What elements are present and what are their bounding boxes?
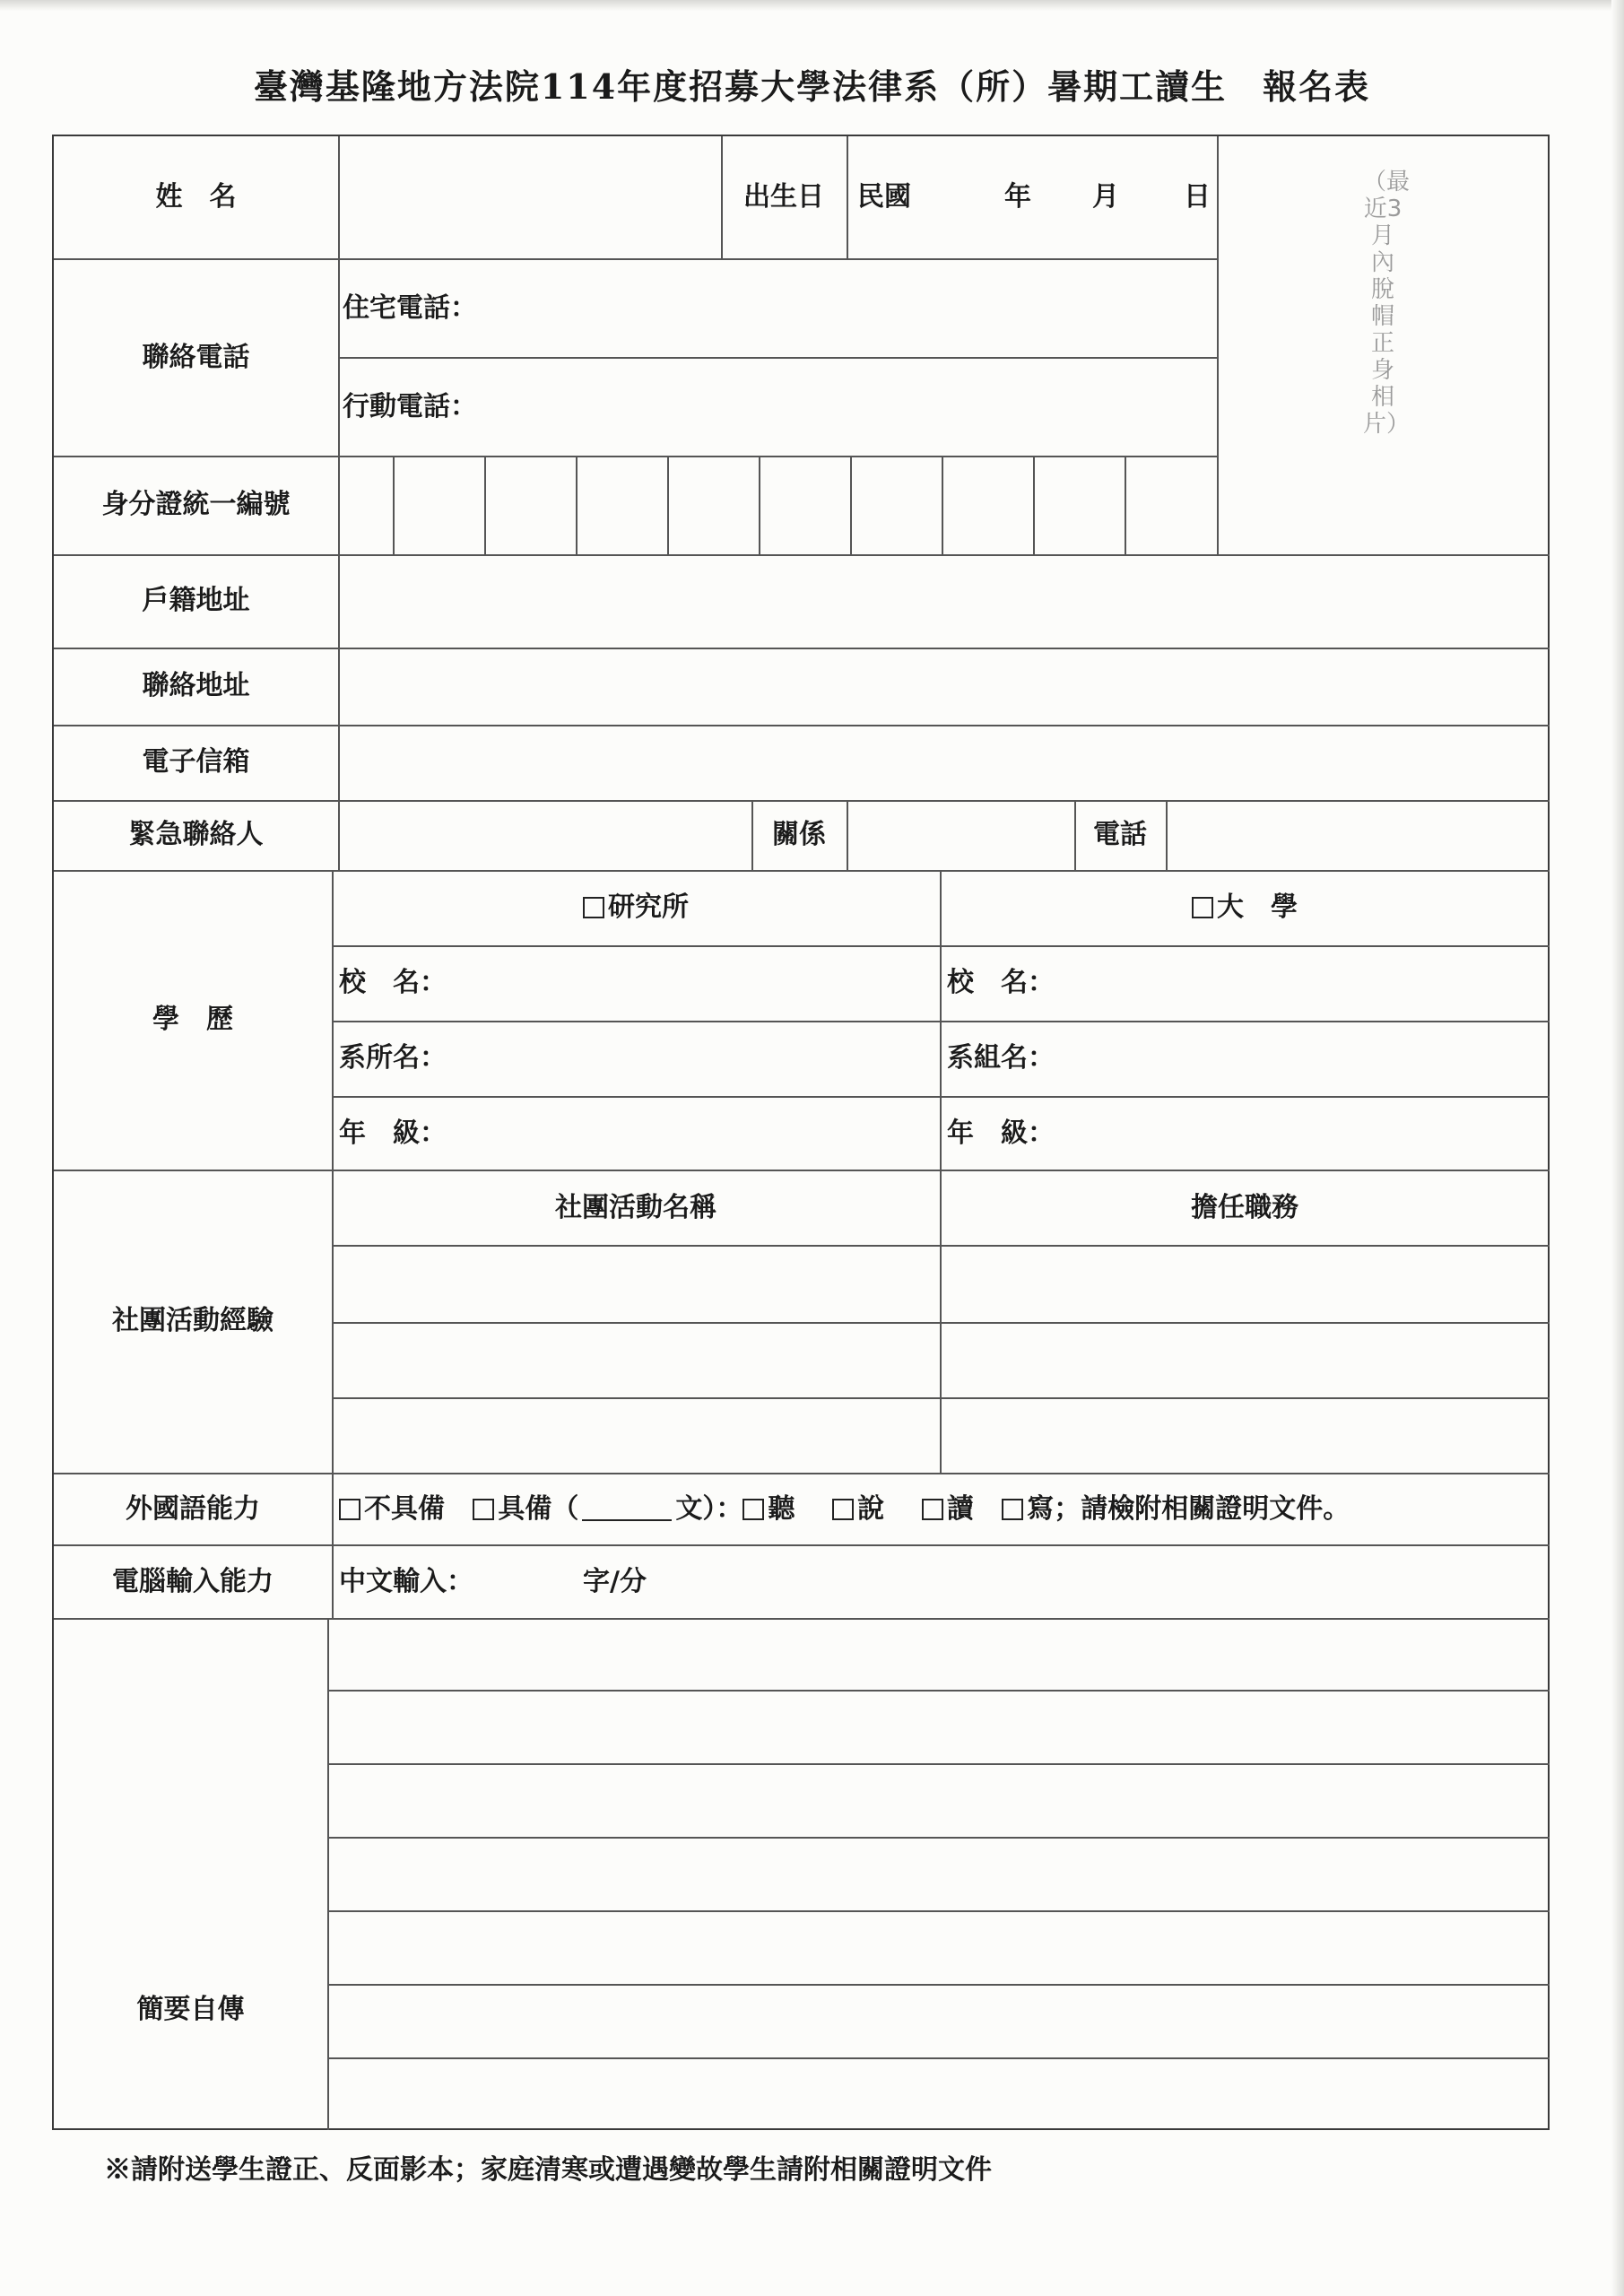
column-divider — [338, 136, 340, 870]
label-year: 年 — [1004, 181, 1031, 213]
footnote: ※請附送學生證正、反面影本；家庭清寒或遭遇變故學生請附相關證明文件 — [104, 2154, 992, 2186]
listen-checkbox[interactable] — [743, 1499, 764, 1520]
grad-school-checkbox[interactable] — [583, 897, 604, 918]
language-blank[interactable] — [582, 1498, 672, 1521]
label-home-phone: 住宅電話： — [343, 292, 477, 324]
label-contact-address: 聯絡地址 — [142, 670, 250, 701]
label-day: 日 — [1184, 181, 1211, 213]
label-school-name-univ: 校 名： — [947, 967, 1055, 998]
label-dept-group-name: 系組名： — [947, 1042, 1055, 1074]
listen-label: 聽 — [768, 1493, 795, 1525]
grad-school-label: 研究所 — [608, 891, 689, 923]
row-divider — [54, 1618, 1550, 1620]
id-cell-divider — [759, 456, 760, 554]
id-cell-divider — [576, 456, 578, 554]
label-tel: 電話 — [1093, 819, 1147, 850]
row-divider — [54, 800, 1550, 802]
title-main: 臺灣基隆地方法院114年度招募大學法律系（所）暑期工讀生 — [253, 66, 1228, 107]
label-dept-name: 系所名： — [339, 1042, 447, 1074]
row-divider — [338, 357, 1217, 359]
label-registered-address: 戶籍地址 — [142, 585, 250, 616]
label-wpm: 字/分 — [583, 1566, 647, 1597]
id-cell-divider — [942, 456, 943, 554]
lang-yes-label: 具備（ — [498, 1493, 579, 1525]
id-cell-divider — [393, 456, 395, 554]
row-divider — [327, 1910, 1550, 1912]
id-cell-divider — [1125, 456, 1126, 554]
row-divider — [54, 725, 1550, 726]
row-divider — [54, 456, 1217, 457]
id-cell-divider — [667, 456, 669, 554]
label-chinese-input: 中文輸入： — [339, 1566, 473, 1597]
row-divider — [54, 1473, 1550, 1474]
column-divider — [327, 1618, 329, 2130]
option-grad-school[interactable] — [332, 891, 940, 923]
write-checkbox[interactable] — [1002, 1499, 1023, 1520]
university-label: 大 學 — [1217, 891, 1298, 923]
column-divider — [940, 870, 942, 1473]
column-divider — [847, 800, 848, 870]
application-form — [52, 135, 1550, 2130]
label-club-experience: 社團活動經驗 — [112, 1305, 274, 1336]
label-month: 月 — [1092, 181, 1119, 213]
row-divider — [327, 1837, 1550, 1839]
write-label: 寫；請檢附相關證明文件。 — [1027, 1493, 1350, 1525]
page-edge — [0, 0, 1624, 11]
label-relation: 關係 — [772, 819, 826, 850]
id-cell-divider — [484, 456, 486, 554]
form-title — [0, 59, 1624, 109]
lang-no-checkbox[interactable] — [339, 1499, 360, 1520]
title-suffix: 報名表 — [1263, 66, 1371, 107]
label-grade-univ: 年 級： — [947, 1118, 1055, 1149]
label-autobiography: 簡要自傳 — [136, 1994, 245, 2025]
label-minguo: 民國 — [857, 181, 911, 213]
university-checkbox[interactable] — [1192, 897, 1213, 918]
lang-wen-label: 文）： — [675, 1493, 743, 1525]
speak-checkbox[interactable] — [832, 1499, 854, 1520]
row-divider — [54, 554, 1550, 556]
read-label: 讀 — [946, 1493, 974, 1525]
label-phone: 聯絡電話 — [142, 342, 250, 373]
label-language: 外國語能力 — [126, 1493, 260, 1525]
language-options — [339, 1493, 1350, 1525]
label-birthday: 出生日 — [743, 181, 824, 213]
speak-label: 說 — [857, 1493, 885, 1525]
label-name: 姓 名 — [155, 181, 237, 213]
label-emergency-contact: 緊急聯絡人 — [128, 819, 264, 850]
row-divider — [54, 258, 1217, 260]
row-divider — [54, 1170, 1550, 1171]
row-divider — [327, 1690, 1550, 1692]
row-divider — [54, 870, 1550, 872]
column-divider — [1217, 136, 1219, 554]
row-divider — [54, 648, 1550, 649]
column-divider — [847, 136, 848, 258]
id-cell-divider — [1033, 456, 1035, 554]
header-club-name: 社團活動名稱 — [555, 1192, 716, 1223]
lang-yes-checkbox[interactable] — [473, 1499, 494, 1520]
lang-no-label: 不具備 — [364, 1493, 445, 1525]
label-id-number: 身分證統一編號 — [101, 489, 291, 520]
row-divider — [327, 2057, 1550, 2059]
label-school-name: 校 名： — [339, 967, 447, 998]
label-typing: 電腦輸入能力 — [112, 1566, 274, 1597]
row-divider — [327, 1984, 1550, 1986]
column-divider — [1166, 800, 1168, 870]
column-divider — [332, 870, 334, 1618]
page-edge — [1611, 0, 1624, 2296]
read-checkbox[interactable] — [922, 1499, 943, 1520]
photo-note: （最近3月內脫帽正身相片） — [1363, 169, 1411, 438]
row-divider — [54, 1544, 1550, 1546]
id-cell-divider — [850, 456, 852, 554]
header-position: 擔任職務 — [1191, 1192, 1298, 1223]
row-divider — [327, 1763, 1550, 1765]
option-university[interactable] — [940, 891, 1550, 923]
label-grade: 年 級： — [339, 1118, 447, 1149]
label-email: 電子信箱 — [142, 746, 250, 778]
label-mobile-phone: 行動電話： — [343, 391, 477, 422]
label-education: 學 歷 — [152, 1004, 233, 1035]
